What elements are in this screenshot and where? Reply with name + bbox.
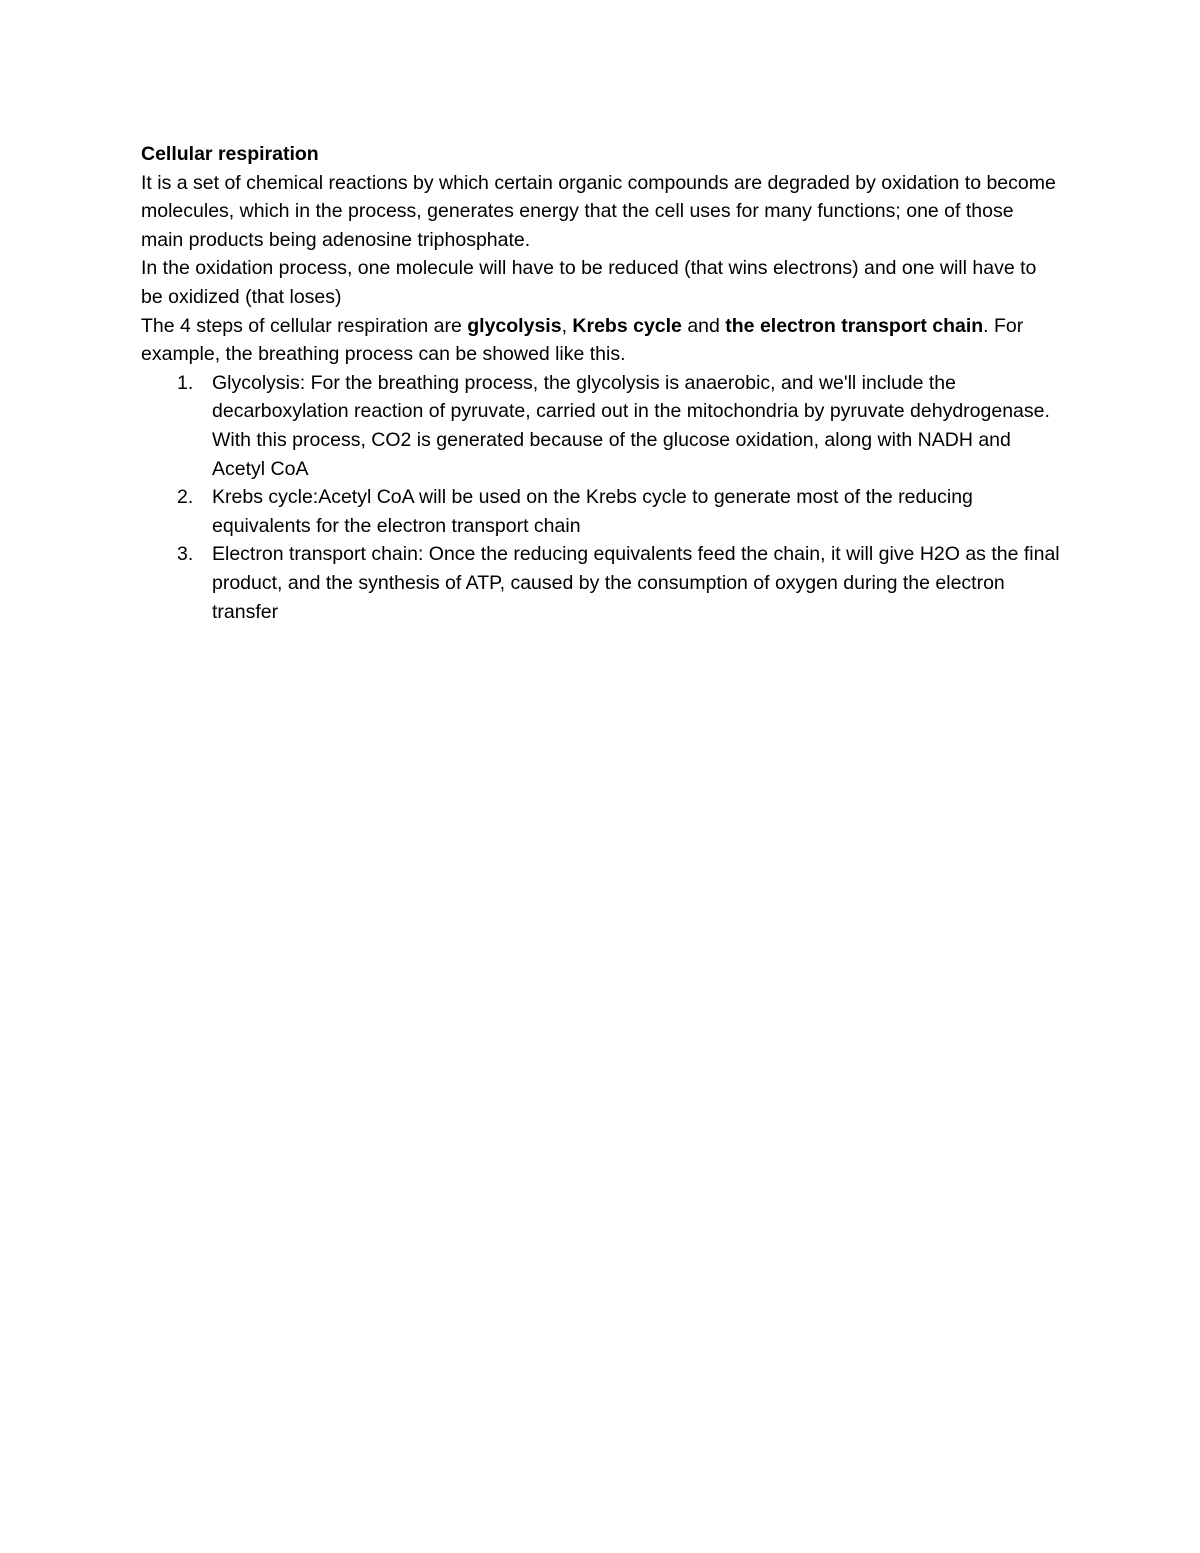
list-item-number: 2. [177,486,194,509]
steps-text-b: , [561,314,573,337]
list-item-number: 1. [177,371,194,394]
document-page [141,140,1061,626]
list-item-number: 3. [177,543,194,566]
steps-text-d: . For example, the breathing process can be showed like this. [141,314,1024,366]
oxidation-paragraph: In the oxidation process, one molecule will have to be reduced (that wins electrons) and one will have to be oxidized (that loses) [141,257,1037,308]
steps-paragraph [141,312,1061,369]
list-item-text: Electron transport chain: Once the reducing equivalents feed the chain, it will give H2O as the final product, and the synthesis of ATP, caused by the consumption of oxygen during the electron transfer [212,543,1060,623]
intro-paragraph: It is a set of chemical reactions by which certain organic compounds are degraded by oxidation to become molecules, which in the process, generates energy that the cell uses for many functions; one of those main products being adenosine triphosphate. [141,171,1056,251]
steps-text-c: and [681,314,726,337]
list-item-text: Glycolysis: For the breathing process, the glycolysis is anaerobic, and we'll include the decarboxylation reaction of pyruvate, carried out in the mitochondria by pyruvate dehydrogenase. With this process, CO2 is generated because of the glucose oxidation, along with NADH and Acetyl CoA [212,371,1050,480]
list-item [141,483,1061,540]
glycolysis-term: glycolysis [467,314,562,337]
document-title: Cellular respiration [141,143,319,165]
steps-text-a: The 4 steps of cellular respiration are [141,314,468,337]
list-item [141,540,1061,626]
krebs-cycle-term: Krebs cycle [572,314,682,337]
list-item-text: Krebs cycle:Acetyl CoA will be used on the Krebs cycle to generate most of the reducing equivalents for the electron transport chain [212,486,973,537]
list-item [141,369,1061,483]
steps-list [141,369,1061,626]
electron-transport-term: the electron transport chain [725,314,984,337]
